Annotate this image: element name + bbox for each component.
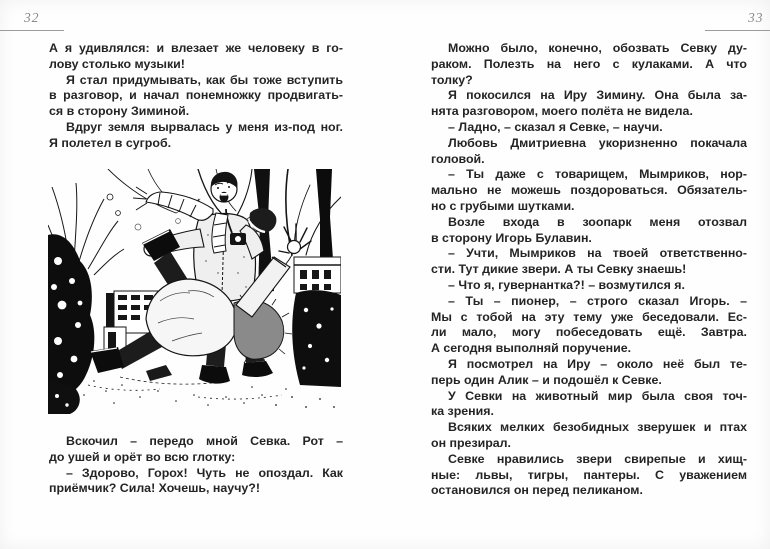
text-line: ся в сторону Зиминой. (49, 104, 190, 119)
paragraph (49, 120, 343, 152)
text-line: – Здорово, Горох! Чуть не опоздал. Как (66, 465, 343, 480)
text-line: Мы с тобой на эту тему уже беседовали. Ес- (431, 309, 747, 324)
paragraph (431, 136, 747, 168)
text-line: раком. Полезть на него с кулаками. А что (431, 56, 747, 71)
text-line: остановился он перед пеликаном. (431, 483, 643, 498)
paragraph (431, 120, 747, 136)
text-line: ные: львы, тигры, пантеры. С уважением (431, 467, 747, 482)
page-number-left: 32 (24, 10, 40, 25)
left-page-text-top (49, 41, 343, 152)
text-line: ка зрения. (431, 404, 494, 419)
text-line: он презирал. (431, 435, 511, 450)
left-page-text-bottom (49, 434, 343, 497)
illustration-svg (48, 169, 341, 414)
paragraph (431, 452, 747, 499)
text-line: лову столько музыки! (49, 56, 185, 71)
text-line: – Ты – пионер, – строго сказал Игорь. – (448, 293, 747, 308)
text-line: толку? (431, 72, 473, 87)
text-line: Я покосился на Иру Зимину. Она была за- (448, 88, 747, 103)
building-right (294, 257, 341, 293)
text-line: приёмчик? Сила! Хочешь, научу?! (49, 481, 260, 496)
text-line: нята разговором, моего полёта не видела. (431, 104, 693, 119)
text-line: Севке нравились звери свирепые и хищ- (448, 451, 747, 466)
text-line: – Ты даже с товарищем, Мымриков, нор- (448, 167, 747, 182)
text-line: до ушей и орёт во всю глотку: (49, 449, 236, 464)
text-line: Вскочил – передо мной Севка. Рот – (66, 434, 343, 448)
text-line: в сторону Игорь Булавин. (431, 230, 592, 245)
text-line: У Севки на животный мир была своя точ- (448, 388, 747, 403)
paragraph (49, 41, 343, 73)
paragraph (431, 246, 747, 278)
text-line: Любовь Дмитриевна укоризненно покачала (448, 135, 747, 150)
snow-ground (83, 380, 335, 408)
paragraph (431, 294, 747, 357)
text-line: – Учти, Мымриков на твоей ответственно- (448, 246, 747, 261)
text-line: Я посмотрел на Иру – около неё был те- (448, 356, 747, 371)
paragraph (431, 215, 747, 247)
text-line: А я удивлялся: и влезает же человеку в го- (49, 41, 343, 55)
text-line: Всяких мелких безобидных зверушек и птах (448, 420, 747, 435)
illustration (48, 169, 341, 414)
right-page-text (431, 41, 747, 499)
text-line: но с грубыми шутками. (431, 198, 575, 213)
text-line: Я стал придумывать, как бы тоже вступить (66, 72, 343, 87)
text-line: – Что я, гувернантка?! – возмутился я. (448, 277, 685, 292)
header-rule-right (705, 30, 770, 31)
text-line: Возле входа в зоопарк меня отозвал (448, 214, 747, 229)
paragraph (431, 389, 747, 421)
paragraph (431, 278, 747, 294)
paragraph (431, 167, 747, 214)
text-line: мально не можешь поздороваться. Обязатель- (431, 183, 747, 198)
paragraph (431, 41, 747, 88)
text-line: в разговор, и начал понемножку продвигать- (49, 88, 343, 103)
text-line: – Ладно, – сказал я Севке, – научи. (448, 119, 663, 134)
text-line: ли мало, могу побеседовать ещё. Завтра. (431, 325, 747, 340)
text-line: сти. Тут дикие звери. А ты Севку знаешь! (431, 262, 687, 277)
paragraph (49, 434, 343, 466)
paragraph (49, 466, 343, 498)
paragraph (431, 88, 747, 120)
paragraph (49, 73, 343, 120)
text-line: головой. (431, 151, 485, 166)
text-line: Вдруг земля вырвалась у меня из-под ног. (66, 119, 343, 134)
text-line: Я полетел в сугроб. (49, 135, 172, 150)
paragraph (431, 357, 747, 389)
page-number-right: 33 (748, 10, 764, 25)
text-line: А сегодня выполняй поручение. (431, 341, 632, 356)
text-line: Можно было, конечно, обозвать Севку ду- (448, 41, 747, 55)
header-rule-left (0, 30, 64, 31)
text-line: перь один Алик – и подошёл к Севке. (431, 372, 662, 387)
paragraph (431, 420, 747, 452)
